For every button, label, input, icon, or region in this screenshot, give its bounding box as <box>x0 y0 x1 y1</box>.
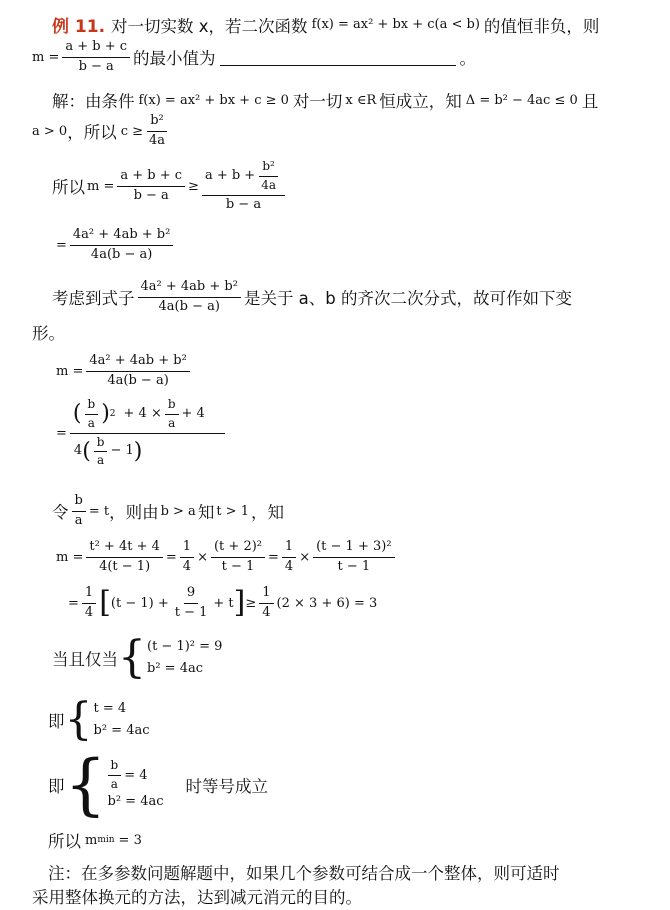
m5-f4 <box>282 540 296 575</box>
solution-xr: x ∈R <box>345 92 377 108</box>
m1-right-num-a: a + b + <box>204 167 256 183</box>
solution-so: 所以 <box>52 178 85 198</box>
m4-ba-num: b <box>85 398 99 415</box>
problem-m-fraction <box>62 40 130 75</box>
m5-times2: × <box>299 549 311 565</box>
solution-m-line-2 <box>56 228 176 263</box>
solution-c-num: b² <box>147 114 167 132</box>
ie2-num: b <box>108 759 122 776</box>
solution-line-2 <box>32 114 171 149</box>
m6-part-c: (2 × 3 + 6) = 3 <box>276 595 378 611</box>
m6-right-den: 4 <box>262 604 271 620</box>
m1-lhs: m = <box>87 178 115 194</box>
problem-text-2: 的最小值为 <box>133 49 216 69</box>
m3-num: 4a² + 4ab + b² <box>86 354 189 372</box>
m4-plus4: + 4 <box>181 405 205 421</box>
note-line-1 <box>48 860 560 884</box>
m6-line <box>68 586 377 621</box>
ie2-line <box>48 746 268 823</box>
m3-fraction <box>86 354 189 389</box>
m5-f1-num: t² + 4t + 4 <box>86 540 163 558</box>
m5-lhs: m = <box>56 549 84 565</box>
ie1-eq-1: t = 4 <box>93 701 127 716</box>
consider-text-b: 是关于 a、b 的齐次二次分式，故可作如下变 <box>243 289 573 309</box>
let-eq: = t <box>88 503 110 519</box>
let-fraction <box>72 494 86 529</box>
m5-f2-num: 1 <box>180 540 194 558</box>
m6-quarter-num: 1 <box>82 586 96 604</box>
ie1-equations <box>94 698 150 742</box>
m4-paren-right: ) <box>101 401 110 427</box>
example-label: 例 11. <box>52 17 106 37</box>
solution-line-1 <box>52 88 598 112</box>
ie2-eq-2: b² = 4ac <box>107 793 164 809</box>
m4-den-4: 4 <box>73 443 83 459</box>
m3-lhs: m = <box>56 363 84 379</box>
solution-c-fraction <box>146 114 168 149</box>
m6-bracket-left: [ <box>99 585 111 621</box>
let-know2: ，知 <box>250 503 284 523</box>
let-know: 知 <box>197 503 215 523</box>
solution-c-ge: c ≥ <box>120 123 143 139</box>
m3-line <box>56 354 193 389</box>
m4-ba-fraction-2 <box>165 398 179 431</box>
m5-f2-den: 4 <box>182 558 192 574</box>
ie1-eq-2: b² = 4ac <box>93 723 150 739</box>
final-text: 所以 <box>48 832 81 851</box>
iff-system <box>118 632 223 684</box>
m2-num: 4a² + 4ab + b² <box>70 228 173 246</box>
ie1-brace: { <box>64 694 93 746</box>
m6-right-quarter <box>259 586 273 621</box>
final-m: m <box>85 832 98 848</box>
problem-period: 。 <box>459 49 477 69</box>
m1-ge: ≥ <box>188 178 199 194</box>
m4-den-paren-left: ( <box>82 438 91 464</box>
solution-delta: Δ = b² − 4ac ≤ 0 <box>465 92 578 108</box>
let-text-a: 令 <box>52 503 69 523</box>
m2-fraction <box>70 228 173 263</box>
ie2-eq-1-rhs: = 4 <box>124 767 148 783</box>
m4-ba-den: a <box>87 415 95 430</box>
m4-line <box>56 398 228 468</box>
m5-eq2: = <box>268 549 279 565</box>
m6-nine-fraction <box>172 586 211 621</box>
let-t1: t > 1 <box>216 503 249 519</box>
consider-fraction <box>138 280 241 315</box>
m1-fraction <box>117 169 185 204</box>
problem-line-2 <box>32 40 476 75</box>
final-line: 所以 m min = 3 <box>48 828 142 852</box>
m4-num: ( $\frac{b}{a}$ ) 2 + 4 × $\frac{b}{a}$ + 4 <box>70 398 225 434</box>
problem-text-1b: 的值恒非负，则 <box>483 16 600 36</box>
ie1-text: 即 <box>48 712 65 732</box>
problem-line-1 <box>52 12 599 37</box>
m4-ba-fraction <box>85 398 99 431</box>
m1-right-fraction <box>202 160 285 213</box>
solution-condition: f(x) = ax² + bx + c ≥ 0 <box>138 92 289 108</box>
m6-ge: ≥ <box>245 595 257 611</box>
m5-f3-den: t − 1 <box>221 558 255 574</box>
ie1-system <box>64 694 150 746</box>
let-den: a <box>74 512 83 528</box>
iff-line <box>52 632 223 684</box>
iff-equations <box>147 636 222 680</box>
solution-text-1d: 且 <box>581 92 599 111</box>
solution-text-2b: ，所以 <box>67 123 117 143</box>
ie2-equations <box>108 759 164 811</box>
m5-f4-num: 1 <box>282 540 296 558</box>
solution-text-1c: 恒成立，知 <box>379 92 462 111</box>
m4-den-ba-fraction <box>94 436 108 469</box>
problem-m-eq: m = <box>32 49 60 65</box>
m5-f3-num: (t + 2)² <box>211 540 265 558</box>
solution-m-line-1 <box>52 160 288 213</box>
solution-text-1a: 解：由条件 <box>52 92 135 111</box>
m4-den-ba-den: a <box>97 453 105 468</box>
consider-line <box>52 280 572 315</box>
ie2-tail: 时等号成立 <box>185 777 268 796</box>
m6-part-b: + t <box>213 595 234 611</box>
note-line-2 <box>32 884 362 908</box>
ie2-fraction <box>108 759 122 792</box>
ie1-line <box>48 694 150 746</box>
iff-brace: { <box>118 632 146 684</box>
problem-m-den: b − a <box>78 58 114 74</box>
consider-text-a: 考虑到式子 <box>52 289 135 309</box>
m5-f2 <box>180 540 194 575</box>
solution-c-den: 4a <box>149 132 166 148</box>
m5-times1: × <box>197 549 208 565</box>
m2-den: 4a(b − a) <box>90 246 153 262</box>
m4-ba2-den: a <box>168 415 176 430</box>
m1-inner-num: b² <box>259 160 278 177</box>
solution-text-1b: 对一切 <box>292 92 343 111</box>
problem-function: f(x) = ax² + bx + c(a < b) <box>311 17 480 32</box>
iff-eq-2: b² = 4ac <box>147 661 203 677</box>
iff-text: 当且仅当 <box>52 650 118 670</box>
let-line <box>52 494 284 529</box>
m4-paren-left: ( <box>72 401 82 427</box>
let-ba: b > a <box>160 503 196 519</box>
ie2-system <box>64 746 164 823</box>
m1-inner-den: 4a <box>261 177 276 192</box>
m5-f5-num: (t − 1 + 3)² <box>313 540 394 558</box>
m6-nine-den: t − 1 <box>174 604 208 620</box>
m4-den-ba-num: b <box>94 436 108 453</box>
m3-den: 4a(b − a) <box>107 372 169 388</box>
iff-eq-1: (t − 1)² = 9 <box>147 639 223 654</box>
m5-f1-den: 4(t − 1) <box>99 558 151 574</box>
m4-eq: = <box>56 425 67 441</box>
m4-den-paren-right: ) <box>133 438 143 464</box>
m4-den <box>70 434 145 469</box>
note-text-1: 注：在多参数问题解题中，如果几个参数可结合成一个整体，则可适时 <box>48 864 560 883</box>
ie2-den: a <box>110 776 118 791</box>
m5-f5 <box>313 540 394 575</box>
ie2-text: 即 <box>48 777 65 796</box>
let-text-b: ，则由 <box>109 503 159 523</box>
m6-right-num: 1 <box>259 586 273 604</box>
consider-num: 4a² + 4ab + b² <box>138 280 241 298</box>
consider-line-2 <box>32 320 65 344</box>
m6-bracket-right: ] <box>233 585 246 621</box>
ie2-brace: { <box>64 746 107 823</box>
m4-plus4x: + 4 × <box>123 405 162 421</box>
m1-right-den: b − a <box>225 196 262 212</box>
answer-blank[interactable] <box>220 49 456 66</box>
m4-ba2-num: b <box>165 398 179 415</box>
m2-eq: = <box>56 237 67 253</box>
m6-quarter-den: 4 <box>84 604 94 620</box>
m4-fraction <box>70 398 225 468</box>
m6-quarter <box>82 586 96 621</box>
m1-den: b − a <box>133 187 169 203</box>
m1-right-num <box>202 160 285 196</box>
final-eq: = 3 <box>118 832 142 848</box>
m6-nine-num: 9 <box>184 586 198 604</box>
solution-a-positive: a > 0 <box>32 123 68 139</box>
m5-eq1: = <box>165 549 177 565</box>
problem-text-1a: 对一切实数 x，若二次函数 <box>111 16 308 36</box>
m5-f4-den: 4 <box>284 558 294 574</box>
m5-f3 <box>211 540 265 575</box>
m6-part-a: (t − 1) + <box>110 595 169 611</box>
m5-line <box>56 540 398 575</box>
m1-inner-fraction <box>258 160 279 193</box>
consider-den: 4a(b − a) <box>158 298 220 314</box>
m5-f1 <box>86 540 163 575</box>
ie2-eq-1 <box>108 759 164 792</box>
note-text-2: 采用整体换元的方法，达到减元消元的目的。 <box>32 888 362 907</box>
problem-m-num: a + b + c <box>62 40 130 58</box>
m4-den-minus1: − 1 <box>110 443 134 459</box>
m1-num: a + b + c <box>117 169 185 187</box>
consider-text-c: 形。 <box>32 324 65 343</box>
m5-f5-den: t − 1 <box>337 558 371 574</box>
m6-eq: = <box>68 595 79 611</box>
let-num: b <box>72 494 86 512</box>
